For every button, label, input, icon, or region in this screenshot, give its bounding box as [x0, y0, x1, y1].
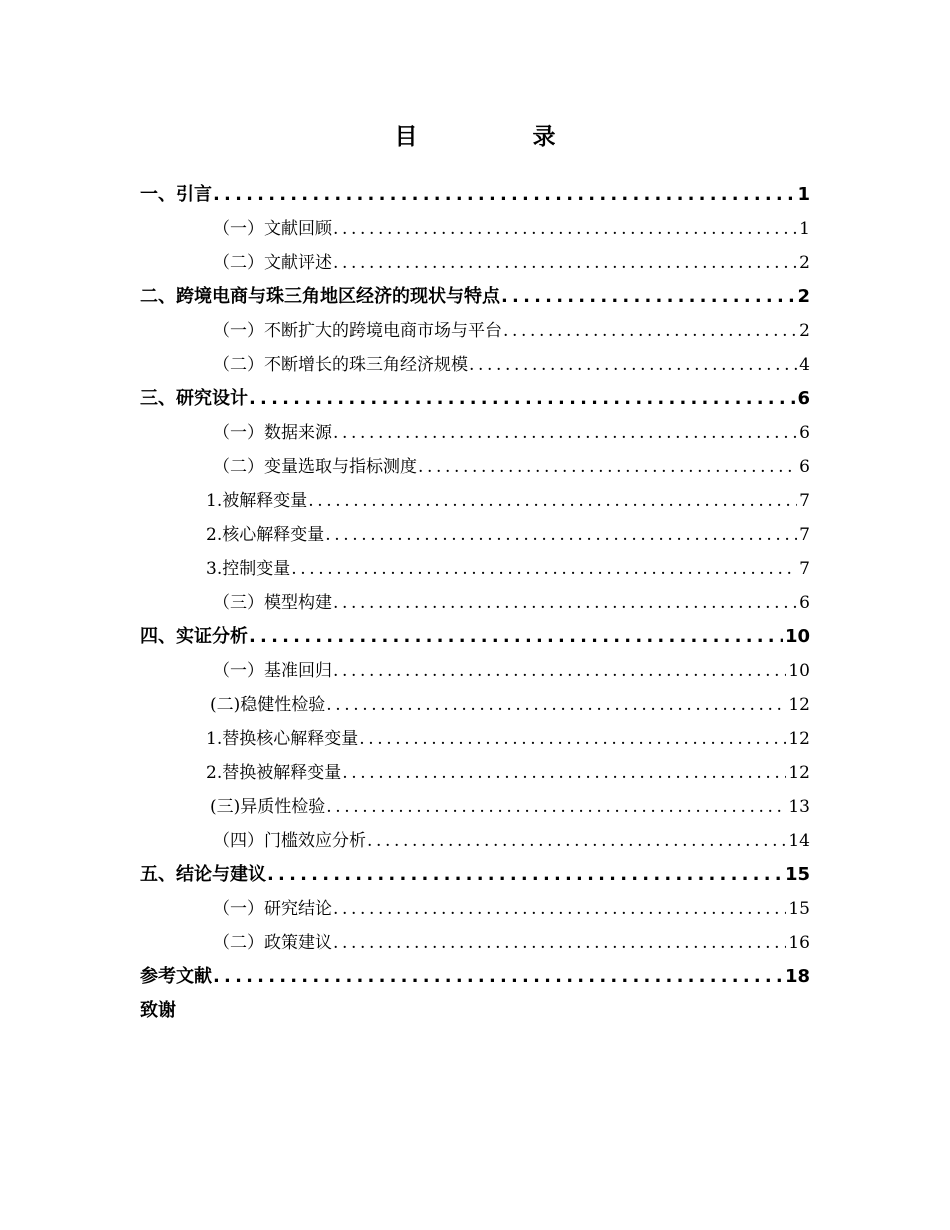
- toc-page-number: 1: [799, 219, 810, 239]
- toc-dot-leader: [213, 178, 795, 212]
- toc-entry[interactable]: [140, 722, 810, 756]
- toc-entry-label: 致谢: [140, 1000, 176, 1021]
- toc-page-number: 1: [797, 184, 810, 205]
- toc-dot-leader: [308, 484, 797, 518]
- table-of-contents: [140, 178, 810, 1028]
- toc-entry[interactable]: [140, 518, 810, 552]
- toc-page-number: 16: [788, 933, 810, 953]
- toc-entry[interactable]: [140, 586, 810, 620]
- toc-entry[interactable]: [140, 552, 810, 586]
- toc-entry[interactable]: [140, 314, 810, 348]
- toc-entry-label: 一、引言: [140, 184, 212, 205]
- toc-entry[interactable]: [140, 416, 810, 450]
- toc-entry-label: （二）变量选取与指标测度: [213, 457, 417, 477]
- toc-page-number: 12: [788, 763, 810, 783]
- toc-page-number: 12: [788, 729, 810, 749]
- toc-dot-leader: [333, 926, 786, 960]
- toc-entry-label: 1.替换核心解释变量: [206, 729, 359, 749]
- toc-entry[interactable]: [140, 960, 810, 994]
- toc-page-number: 13: [788, 797, 810, 817]
- toc-entry-label: （一）研究结论: [213, 899, 332, 919]
- toc-page-number: 10: [784, 626, 810, 647]
- toc-entry[interactable]: [140, 892, 810, 926]
- toc-dot-leader: [333, 246, 797, 280]
- toc-entry-label: 三、研究设计: [140, 388, 248, 409]
- toc-page-number: 2: [799, 253, 810, 273]
- toc-dot-leader: [367, 824, 786, 858]
- toc-entry-label: （一）数据来源: [213, 423, 332, 443]
- toc-page-number: 14: [788, 831, 810, 851]
- toc-entry[interactable]: [140, 790, 810, 824]
- toc-page-number: 10: [788, 661, 810, 681]
- toc-entry[interactable]: [140, 688, 810, 722]
- toc-dot-leader: [249, 620, 783, 654]
- toc-dot-leader: [333, 654, 786, 688]
- toc-entry-label: 3.控制变量: [206, 559, 291, 579]
- toc-dot-leader: [333, 212, 797, 246]
- toc-entry-label: （二）不断增长的珠三角经济规模: [213, 355, 468, 375]
- toc-entry[interactable]: [140, 450, 810, 484]
- toc-entry[interactable]: [140, 654, 810, 688]
- toc-dot-leader: [333, 586, 797, 620]
- toc-page-number: 12: [788, 695, 810, 715]
- toc-page-number: 7: [799, 559, 810, 579]
- toc-entry-label: （一）文献回顾: [213, 219, 332, 239]
- toc-entry-label: 二、跨境电商与珠三角地区经济的现状与特点: [140, 286, 500, 307]
- toc-entry[interactable]: [140, 280, 810, 314]
- toc-entry-label: （四）门槛效应分析: [213, 831, 366, 851]
- toc-dot-leader: [503, 314, 797, 348]
- toc-page-number: 2: [799, 321, 810, 341]
- toc-page-number: 6: [799, 423, 810, 443]
- toc-dot-leader: [333, 892, 786, 926]
- toc-page-number: 6: [797, 388, 810, 409]
- toc-page-number: 15: [788, 899, 810, 919]
- toc-dot-leader: [342, 756, 786, 790]
- toc-entry-label: （三）模型构建: [213, 593, 332, 613]
- toc-page-number: 4: [799, 355, 810, 375]
- toc-dot-leader: [333, 416, 797, 450]
- toc-entry[interactable]: [140, 178, 810, 212]
- toc-dot-leader: [249, 382, 795, 416]
- toc-page-number: 15: [784, 864, 810, 885]
- toc-entry-label: （二）政策建议: [213, 933, 332, 953]
- toc-dot-leader: [291, 552, 797, 586]
- toc-entry[interactable]: [140, 994, 810, 1028]
- toc-entry[interactable]: [140, 382, 810, 416]
- toc-entry[interactable]: [140, 348, 810, 382]
- toc-entry[interactable]: [140, 484, 810, 518]
- toc-entry[interactable]: [140, 824, 810, 858]
- toc-dot-leader: [359, 722, 786, 756]
- toc-dot-leader: [325, 518, 797, 552]
- toc-page-number: 7: [799, 525, 810, 545]
- toc-page-number: 2: [797, 286, 810, 307]
- toc-dot-leader: [326, 790, 786, 824]
- toc-entry[interactable]: [140, 620, 810, 654]
- toc-page-number: 18: [784, 966, 810, 987]
- page-title: 目 录: [394, 124, 602, 150]
- toc-entry-label: 2.核心解释变量: [206, 525, 325, 545]
- toc-page-number: 7: [799, 491, 810, 511]
- toc-dot-leader: [418, 450, 797, 484]
- toc-page-number: 6: [799, 593, 810, 613]
- toc-entry-label: 1.被解释变量: [206, 491, 308, 511]
- toc-entry-label: 五、结论与建议: [140, 864, 266, 885]
- toc-entry[interactable]: [140, 246, 810, 280]
- toc-entry-label: (三)异质性检验: [210, 797, 326, 817]
- toc-dot-leader: [501, 280, 795, 314]
- toc-entry[interactable]: [140, 858, 810, 892]
- toc-entry[interactable]: [140, 212, 810, 246]
- toc-entry-label: （二）文献评述: [213, 253, 332, 273]
- toc-entry-label: (二)稳健性检验: [210, 695, 326, 715]
- toc-entry-label: （一）基准回归: [213, 661, 332, 681]
- toc-page-number: 6: [799, 457, 810, 477]
- toc-dot-leader: [469, 348, 797, 382]
- toc-dot-leader: [326, 688, 786, 722]
- toc-entry[interactable]: [140, 926, 810, 960]
- toc-entry-label: （一）不断扩大的跨境电商市场与平台: [213, 321, 502, 341]
- toc-entry[interactable]: [140, 756, 810, 790]
- toc-dot-leader: [213, 960, 783, 994]
- toc-entry-label: 四、实证分析: [140, 626, 248, 647]
- toc-entry-label: 参考文献: [140, 966, 212, 987]
- toc-dot-leader: [267, 858, 783, 892]
- toc-entry-label: 2.替换被解释变量: [206, 763, 342, 783]
